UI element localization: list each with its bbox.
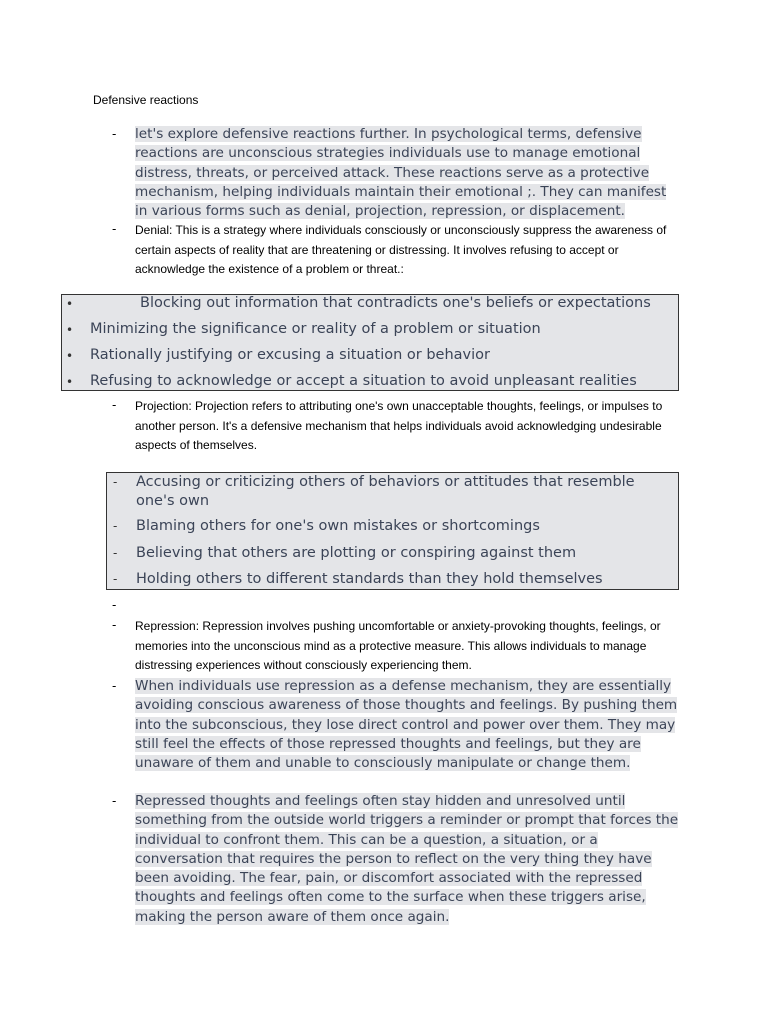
- dash-marker: -: [112, 127, 117, 141]
- list-item-repression: [112, 617, 680, 676]
- bullet-marker: •: [66, 375, 74, 389]
- dash-marker: -: [112, 398, 117, 412]
- dash-marker: -: [113, 546, 118, 560]
- repression-paragraph: Repression: Repression involves pushing uncomfortable or anxiety-provoking thoughts, feelings, or memories into the unconscious mind as a protective measure. This allows individuals to manage distressing experiences without consciously experiencing them.: [135, 619, 661, 673]
- projection-item-text: Holding others to different standards than they hold themselves: [136, 571, 603, 587]
- bullet-marker: •: [66, 323, 74, 337]
- list-item: [113, 571, 672, 587]
- projection-paragraph: Projection: Projection refers to attributing one's own unacceptable thoughts, feelings, or impulses to another person. It's a defensive mechanism that helps individuals avoid acknowledging undesirable aspects of themselves.: [135, 399, 663, 453]
- dash-marker: -: [112, 679, 117, 693]
- projection-item-text: Believing that others are plotting or conspiring against them: [136, 545, 577, 561]
- denial-paragraph: Denial: This is a strategy where individuals consciously or unconsciously suppress the awareness of certain aspects of reality that are threatening or distressing. It involves refusing to accept or acknowledge the existence of a problem or threat.:: [135, 223, 667, 277]
- dash-marker: -: [113, 519, 118, 533]
- document-title: Defensive reactions: [93, 93, 199, 107]
- list-item-projection: [112, 397, 680, 456]
- repression-detail-1: When individuals use repression as a defense mechanism, they are essentially avoiding conscious awareness of those thoughts and feelings. By pushing them into the subconscious, they lose direct control and power over them. They may still feel the effects of those repressed thoughts and feelings, but they are unaware of them and unable to consciously manipulate or change them.: [135, 678, 678, 772]
- projection-item-text: Blaming others for one's own mistakes or shortcomings: [136, 518, 540, 534]
- repression-detail-2: Repressed thoughts and feelings often stay hidden and unresolved until something from the outside world triggers a reminder or prompt that forces the individual to confront them. This can be a question, a situation, or a conversation that requires the person to reflect on the very thing they have been avoiding. The fear, pain, or discomfort associated with the repressed thoughts and feelings often come to the surface when these triggers arise, making the person aware of them once again.: [135, 793, 679, 925]
- list-item: [113, 473, 672, 511]
- bullet-marker: •: [66, 349, 74, 363]
- denial-item-text: Refusing to acknowledge or accept a situation to avoid unpleasant realities: [90, 373, 637, 389]
- dash-marker: -: [113, 572, 118, 586]
- denial-item-text: Blocking out information that contradicts one's beliefs or expectations: [140, 295, 651, 311]
- dash-marker: -: [112, 794, 117, 808]
- dash-marker: -: [112, 618, 117, 632]
- denial-item-text: Minimizing the significance or reality of a problem or situation: [90, 321, 541, 337]
- list-item-intro: [112, 125, 680, 221]
- intro-paragraph: let's explore defensive reactions further. In psychological terms, defensive reactions are unconscious strategies individuals use to manage emotional distress, threats, or perceived attack. These reactions serve as a protective mechanism, helping individuals maintain their emotional ;. They can manifest in various forms such as denial, projection, repression, or displacement.: [135, 126, 667, 220]
- list-item-repression-detail-1: [112, 677, 680, 773]
- list-item-repression-detail-2: [112, 792, 680, 927]
- projection-examples-box: [106, 472, 679, 590]
- list-item-denial: [112, 221, 680, 280]
- bullet-marker: •: [66, 297, 74, 311]
- dash-marker: -: [112, 222, 117, 236]
- dash-marker: -: [112, 598, 117, 612]
- projection-item-text: Accusing or criticizing others of behaviors or attitudes that resemble one's own: [136, 474, 635, 509]
- denial-examples-box: [61, 294, 679, 391]
- dash-marker: -: [113, 475, 118, 489]
- list-item: [113, 545, 672, 561]
- list-item: [113, 518, 672, 534]
- denial-item-text: Rationally justifying or excusing a situation or behavior: [90, 347, 490, 363]
